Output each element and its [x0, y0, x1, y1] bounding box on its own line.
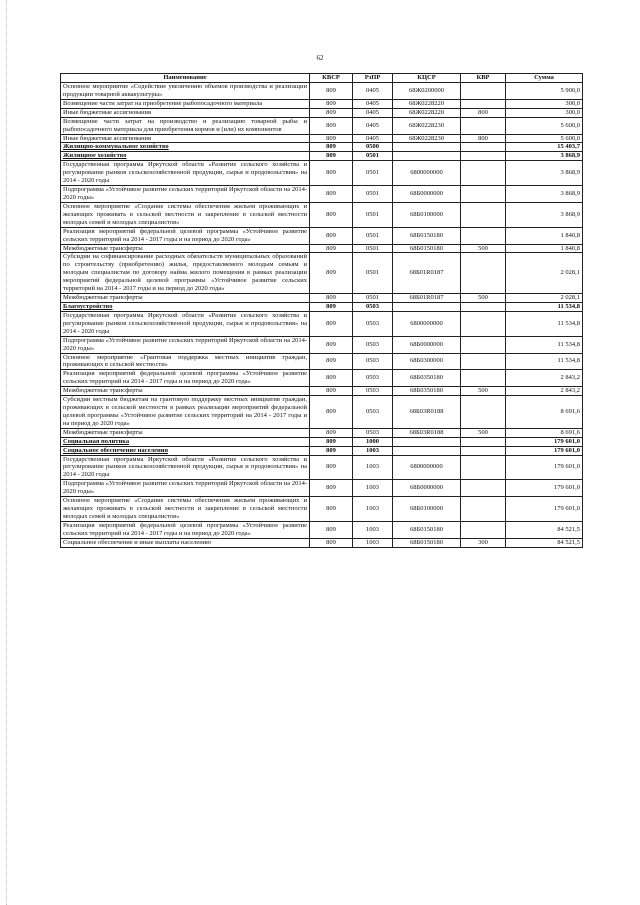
row-name: Субсидии местным бюджетам на грантовую поддержку местных инициатив граждан, проживающих в сельской местности в рамках реализации мероприятий федеральной целевой программы «Устойчивое развитие сельских территорий на 2014 - 2017 годы и на период до 2020 года» — [61, 396, 310, 429]
row-kcsr — [393, 152, 461, 161]
table-row — [61, 396, 583, 429]
row-sum: 1 840,8 — [506, 244, 583, 253]
row-kvr — [461, 83, 506, 100]
row-sum: 300,0 — [506, 108, 583, 117]
row-name: Подпрограмма «Устойчивое развитие сельских территорий Иркутской области на 2014-2020 годы» — [61, 480, 310, 497]
row-kvsr: 809 — [310, 117, 353, 134]
row-name: Возмещение части затрат на производство и реализацию товарной рыбы и рыбопосадочного материала для приобретения кормов и (или) их компонентов — [61, 117, 310, 134]
row-kcsr — [393, 302, 461, 311]
header-kvr: КВР — [461, 74, 506, 83]
row-kvr — [461, 455, 506, 480]
table-row — [61, 117, 583, 134]
table-row — [61, 437, 583, 446]
row-name: Государственная программа Иркутской области «Развитие сельского хозяйства и регулирование рынков сельскохозяйственной продукции, сырья и продовольствия» на 2014 - 2020 годы — [61, 161, 310, 186]
row-sum: 3 868,9 — [506, 186, 583, 203]
header-sum: Сумма — [506, 74, 583, 83]
row-name: Подпрограмма «Устойчивое развитие сельских территорий Иркутской области на 2014-2020 годы» — [61, 186, 310, 203]
row-name: Межбюджетные трансферты — [61, 387, 310, 396]
row-kcsr: 68Ж0228220 — [393, 108, 461, 117]
row-name: Субсидии на софинансирование расходных обязательств муниципальных образований по строительству (приобретению) жилья, предоставляемого молодым семьям и молодым специалистам по договору найма жилого помещения в рамках реализации мероприятий федеральной целевой программы «Устойчивое развитие сельских территорий на 2014 - 2017 годы и на период до 2020 года» — [61, 253, 310, 294]
row-kvr — [461, 446, 506, 455]
row-kvsr: 809 — [310, 521, 353, 538]
row-kvr: 800 — [461, 108, 506, 117]
row-kvsr: 809 — [310, 108, 353, 117]
table-body — [61, 83, 583, 548]
row-kvr — [461, 521, 506, 538]
row-kvr — [461, 497, 506, 522]
row-sum: 2 843,2 — [506, 370, 583, 387]
table-header-row — [61, 74, 583, 83]
table-row — [61, 428, 583, 437]
table-row — [61, 353, 583, 370]
row-kvr — [461, 202, 506, 227]
row-kvr — [461, 437, 506, 446]
table-row — [61, 455, 583, 480]
row-rzpr: 0405 — [353, 134, 393, 143]
row-rzpr: 0503 — [353, 302, 393, 311]
row-kvr — [461, 152, 506, 161]
row-name: Основное мероприятие «Создание системы обеспечения жильем проживающих и желающих проживать в сельской местности и закрепление в сельской местности молодых семей и молодых специалистов» — [61, 497, 310, 522]
row-kvsr: 809 — [310, 497, 353, 522]
row-kvr — [461, 253, 506, 294]
row-kvr: 500 — [461, 387, 506, 396]
row-sum: 11 534,8 — [506, 336, 583, 353]
row-kvsr: 809 — [310, 134, 353, 143]
row-rzpr: 0503 — [353, 428, 393, 437]
row-name: Благоустройство — [61, 302, 310, 311]
row-name: Реализация мероприятий федеральной целевой программы «Устойчивое развитие сельских территорий на 2014 - 2017 годы и на период до 2020 года» — [61, 521, 310, 538]
row-kcsr: 68Б0000000 — [393, 336, 461, 353]
row-name: Иные бюджетные ассигнования — [61, 134, 310, 143]
row-kcsr: 68Б03R0188 — [393, 396, 461, 429]
row-sum: 11 534,8 — [506, 302, 583, 311]
row-kvr: 300 — [461, 538, 506, 547]
row-rzpr: 0405 — [353, 117, 393, 134]
row-rzpr: 0501 — [353, 186, 393, 203]
header-name: Наименование — [61, 74, 310, 83]
row-name: Реализация мероприятий федеральной целевой программы «Устойчивое развитие сельских территорий на 2014 - 2017 годы и на период до 2020 года» — [61, 370, 310, 387]
header-kcsr: КЦСР — [393, 74, 461, 83]
table-row — [61, 336, 583, 353]
row-rzpr: 1003 — [353, 455, 393, 480]
row-kvr — [461, 227, 506, 244]
row-name: Основное мероприятие «Содействие увеличению объемов производства и реализации продукции товарной аквакультуры» — [61, 83, 310, 100]
row-kvr — [461, 186, 506, 203]
table-row — [61, 253, 583, 294]
table-row — [61, 161, 583, 186]
row-kvr — [461, 396, 506, 429]
row-kvsr: 809 — [310, 202, 353, 227]
row-kvsr: 809 — [310, 253, 353, 294]
row-sum: 15 403,7 — [506, 143, 583, 152]
row-kvr — [461, 353, 506, 370]
table-row — [61, 370, 583, 387]
row-rzpr: 1003 — [353, 480, 393, 497]
row-rzpr: 0503 — [353, 396, 393, 429]
row-kcsr — [393, 437, 461, 446]
row-kvr — [461, 143, 506, 152]
row-sum: 2 028,1 — [506, 253, 583, 294]
row-kcsr — [393, 143, 461, 152]
row-name: Межбюджетные трансферты — [61, 428, 310, 437]
row-kcsr: 68Б0150180 — [393, 227, 461, 244]
row-kcsr: 6800000000 — [393, 161, 461, 186]
row-name: Основное мероприятие «Создание системы обеспечения жильем проживающих и желающих проживать в сельской местности и закрепление в сельской местности молодых семей и молодых специалистов» — [61, 202, 310, 227]
row-kcsr: 68Ж0228230 — [393, 117, 461, 134]
row-kcsr: 68Ж0200000 — [393, 83, 461, 100]
row-sum: 3 868,9 — [506, 161, 583, 186]
row-kvsr: 809 — [310, 311, 353, 336]
row-kcsr: 6800000000 — [393, 455, 461, 480]
table-row — [61, 302, 583, 311]
table-row — [61, 83, 583, 100]
table-row — [61, 108, 583, 117]
table-row — [61, 244, 583, 253]
row-rzpr: 0405 — [353, 99, 393, 108]
row-name: Государственная программа Иркутской области «Развитие сельского хозяйства и регулирование рынков сельскохозяйственной продукции, сырья и продовольствия» на 2014 - 2020 годы — [61, 311, 310, 336]
page-number: 62 — [316, 54, 324, 62]
row-kvsr: 809 — [310, 186, 353, 203]
table-row — [61, 294, 583, 303]
row-kcsr: 68Б01R0187 — [393, 294, 461, 303]
row-name: Иные бюджетные ассигнования — [61, 108, 310, 117]
row-rzpr: 0503 — [353, 353, 393, 370]
row-name: Социальное обеспечение населения — [61, 446, 310, 455]
table-row — [61, 134, 583, 143]
table-row — [61, 227, 583, 244]
row-rzpr: 0501 — [353, 202, 393, 227]
table-row — [61, 186, 583, 203]
row-rzpr: 0501 — [353, 244, 393, 253]
row-name: Жилищное хозяйство — [61, 152, 310, 161]
row-rzpr: 0503 — [353, 311, 393, 336]
row-kvr — [461, 480, 506, 497]
row-kvsr: 809 — [310, 446, 353, 455]
row-kvr: 500 — [461, 428, 506, 437]
row-name: Государственная программа Иркутской области «Развитие сельского хозяйства и регулирование рынков сельскохозяйственной продукции, сырья и продовольствия» на 2014 - 2020 годы — [61, 455, 310, 480]
row-kvr — [461, 311, 506, 336]
table-row — [61, 497, 583, 522]
row-rzpr: 1003 — [353, 497, 393, 522]
row-sum: 179 601,0 — [506, 455, 583, 480]
row-sum: 84 521,5 — [506, 521, 583, 538]
row-kcsr: 68Б0300000 — [393, 353, 461, 370]
row-sum: 11 534,8 — [506, 353, 583, 370]
row-kvsr: 809 — [310, 396, 353, 429]
row-kcsr: 6800000000 — [393, 311, 461, 336]
row-kcsr: 68Б0100000 — [393, 202, 461, 227]
row-kcsr: 68Б0100000 — [393, 497, 461, 522]
row-kvsr: 809 — [310, 370, 353, 387]
row-rzpr: 1003 — [353, 538, 393, 547]
row-sum: 11 534,8 — [506, 311, 583, 336]
row-kvr — [461, 370, 506, 387]
row-rzpr: 0501 — [353, 227, 393, 244]
row-kvsr: 809 — [310, 353, 353, 370]
budget-table — [60, 73, 583, 548]
row-sum: 300,0 — [506, 99, 583, 108]
table-row — [61, 480, 583, 497]
row-kcsr: 68Б0150180 — [393, 521, 461, 538]
scan-margin-line — [6, 0, 8, 905]
table-row — [61, 521, 583, 538]
row-kcsr: 68Б0150180 — [393, 244, 461, 253]
row-rzpr: 0501 — [353, 294, 393, 303]
row-sum: 2 843,2 — [506, 387, 583, 396]
row-kvr — [461, 161, 506, 186]
row-kvr — [461, 117, 506, 134]
row-kcsr: 68Б01R0187 — [393, 253, 461, 294]
row-rzpr: 1003 — [353, 446, 393, 455]
row-name: Подпрограмма «Устойчивое развитие сельских территорий Иркутской области на 2014-2020 годы» — [61, 336, 310, 353]
row-kcsr: 68Б0350180 — [393, 387, 461, 396]
row-name: Возмещение части затрат на приобретение рыбопосадочного материала — [61, 99, 310, 108]
row-name: Межбюджетные трансферты — [61, 244, 310, 253]
row-kvr: 500 — [461, 244, 506, 253]
row-kvsr: 809 — [310, 302, 353, 311]
row-rzpr: 0501 — [353, 161, 393, 186]
row-name: Реализация мероприятий федеральной целевой программы «Устойчивое развитие сельских территорий на 2014 - 2017 годы и на период до 2020 года» — [61, 227, 310, 244]
row-name: Жилищно-коммунальное хозяйство — [61, 143, 310, 152]
row-sum: 84 521,5 — [506, 538, 583, 547]
row-kvsr: 809 — [310, 99, 353, 108]
row-name: Социальная политика — [61, 437, 310, 446]
row-rzpr: 1000 — [353, 437, 393, 446]
row-rzpr: 0500 — [353, 143, 393, 152]
row-kvsr: 809 — [310, 161, 353, 186]
row-rzpr: 0405 — [353, 108, 393, 117]
row-sum: 179 601,0 — [506, 497, 583, 522]
row-kcsr: 68Б0000000 — [393, 480, 461, 497]
row-kcsr: 68Ж0228230 — [393, 134, 461, 143]
row-kcsr: 68Б03R0188 — [393, 428, 461, 437]
row-kvr — [461, 99, 506, 108]
row-kcsr: 68Б0000000 — [393, 186, 461, 203]
row-kcsr — [393, 446, 461, 455]
row-kvr: 500 — [461, 294, 506, 303]
row-sum: 3 868,9 — [506, 152, 583, 161]
row-rzpr: 0501 — [353, 152, 393, 161]
row-rzpr: 0405 — [353, 83, 393, 100]
table-row — [61, 387, 583, 396]
row-rzpr: 0503 — [353, 387, 393, 396]
row-kcsr: 68Б0350180 — [393, 370, 461, 387]
row-kcsr: 68Б0150180 — [393, 538, 461, 547]
row-kvsr: 809 — [310, 480, 353, 497]
row-sum: 5 600,0 — [506, 134, 583, 143]
row-sum: 8 691,6 — [506, 428, 583, 437]
table-row — [61, 99, 583, 108]
row-kvsr: 809 — [310, 294, 353, 303]
row-sum: 5 600,0 — [506, 117, 583, 134]
row-kvsr: 809 — [310, 336, 353, 353]
header-kvsr: КВСР — [310, 74, 353, 83]
row-sum: 179 601,0 — [506, 446, 583, 455]
table-row — [61, 152, 583, 161]
row-kvsr: 809 — [310, 227, 353, 244]
row-sum: 1 840,8 — [506, 227, 583, 244]
row-kvsr: 809 — [310, 152, 353, 161]
row-kvsr: 809 — [310, 143, 353, 152]
row-kvsr: 809 — [310, 538, 353, 547]
row-sum: 3 868,9 — [506, 202, 583, 227]
row-kvsr: 809 — [310, 455, 353, 480]
row-rzpr: 0503 — [353, 370, 393, 387]
row-name: Межбюджетные трансферты — [61, 294, 310, 303]
row-kvsr: 809 — [310, 83, 353, 100]
header-rzpr: РзПР — [353, 74, 393, 83]
row-kvsr: 809 — [310, 437, 353, 446]
row-rzpr: 1003 — [353, 521, 393, 538]
table-row — [61, 538, 583, 547]
row-kcsr: 68Ж0228220 — [393, 99, 461, 108]
row-rzpr: 0503 — [353, 336, 393, 353]
row-sum: 179 601,0 — [506, 480, 583, 497]
row-sum: 179 601,0 — [506, 437, 583, 446]
table-row — [61, 143, 583, 152]
table-row — [61, 446, 583, 455]
row-sum: 5 900,0 — [506, 83, 583, 100]
table-row — [61, 202, 583, 227]
row-sum: 2 028,1 — [506, 294, 583, 303]
row-rzpr: 0501 — [353, 253, 393, 294]
row-kvr — [461, 302, 506, 311]
row-kvsr: 809 — [310, 387, 353, 396]
row-kvsr: 809 — [310, 244, 353, 253]
row-name: Социальное обеспечение и иные выплаты населению — [61, 538, 310, 547]
row-kvsr: 809 — [310, 428, 353, 437]
row-name: Основное мероприятие «Грантовая поддержка местных инициатив граждан, проживающих в сельской местности» — [61, 353, 310, 370]
row-kvr: 800 — [461, 134, 506, 143]
row-kvr — [461, 336, 506, 353]
row-sum: 8 691,6 — [506, 396, 583, 429]
table-row — [61, 311, 583, 336]
